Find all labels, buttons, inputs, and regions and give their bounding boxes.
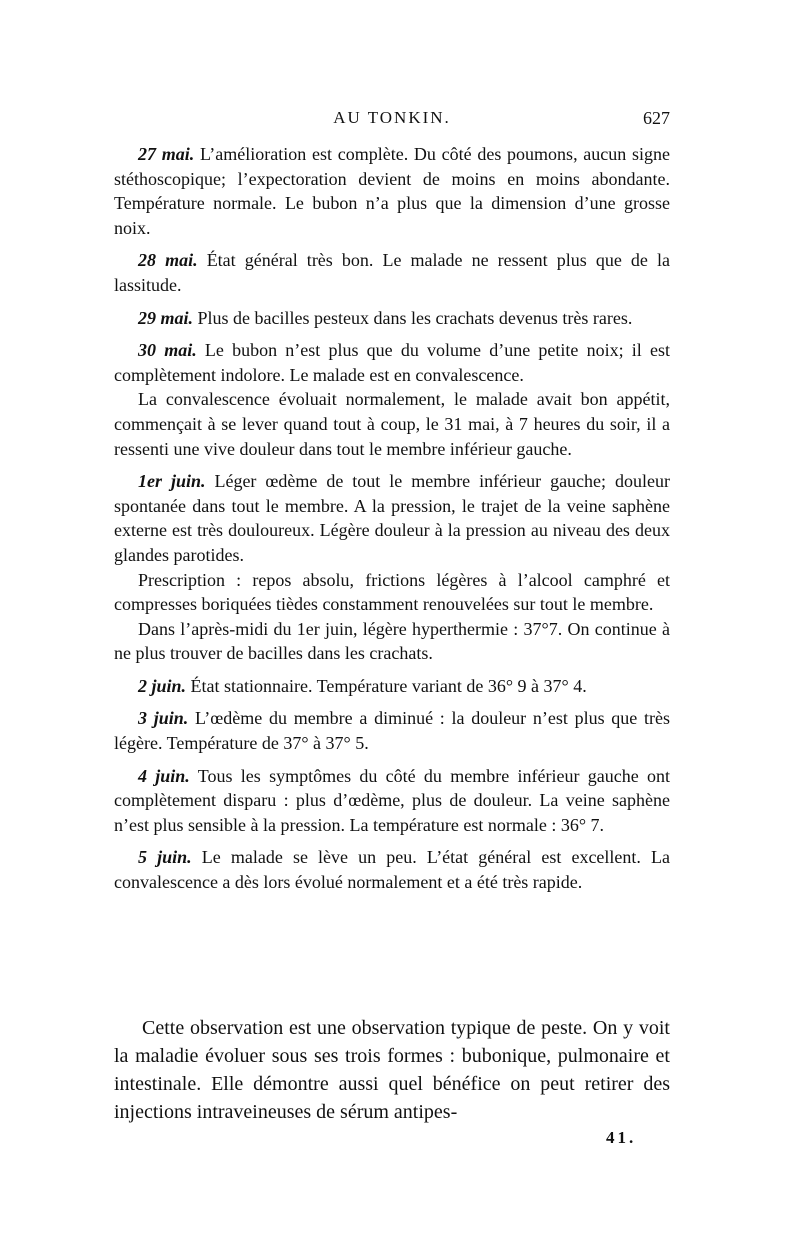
entry-date: 29 mai. [138, 307, 194, 328]
entry-text: État stationnaire. Température variant de 36° 9 à 37° 4. [190, 675, 587, 696]
entry-5-juin [114, 845, 670, 894]
entry-1er-juin [114, 469, 670, 567]
entry-2-juin [114, 674, 670, 699]
entry-prescription [114, 568, 670, 617]
running-head: AU TONKIN. [333, 108, 451, 127]
page-header [114, 108, 670, 132]
entry-convalescence [114, 387, 670, 461]
entry-text: État général très bon. Le malade ne ressent plus que de la lassitude. [114, 250, 670, 295]
entry-29-mai [114, 306, 670, 331]
signature-mark: 41. [606, 1128, 637, 1147]
summary-paragraph: Cette observation est une observation typique de peste. On y voit la maladie évoluer sous ses trois formes : bubonique, pulmonaire et intestinale. Elle démontre aussi quel bénéfice on peut retirer des injections intraveineuses de sérum antipes- [114, 1017, 670, 1123]
entry-text: Le malade se lève un peu. L’état général est excellent. La convalescence a dès lors évolué normalement et a été très rapide. [114, 847, 671, 893]
entry-3-juin [114, 706, 670, 755]
entry-text: Léger œdème de tout le membre inférieur gauche; douleur spontanée dans tout le membre. A la pression, le trajet de la veine saphène externe est très douloureux. Légère douleur à la pression au niveau des deux glandes parotides. [114, 471, 670, 565]
entry-date: 1er juin. [138, 471, 206, 492]
entry-date: 3 juin. [138, 708, 189, 729]
entry-date: 27 mai. [138, 144, 195, 164]
entry-30-mai [114, 338, 670, 387]
entry-date: 28 mai. [138, 250, 198, 271]
entry-date: 4 juin. [138, 765, 190, 786]
entry-text: La convalescence évoluait normalement, le malade avait bon appétit, commençait à se lever quand tout à coup, le 31 mai, à 7 heures du soir, il a ressenti une vive douleur dans tout le membre inférieur gauche. [114, 389, 670, 459]
entry-text: L’amélioration est complète. Du côté des poumons, aucun signe stéthoscopique; l’expectoration devient de moins en moins abondante. Température normale. Le bubon n’a plus que la dimension d’une grosse noix. [114, 144, 670, 238]
entry-text: Prescription : repos absolu, frictions légères à l’alcool camphré et compresses boriquées tièdes constamment renouvelées sur tout le membre. [114, 569, 670, 615]
entry-text: Dans l’après-midi du 1er juin, légère hyperthermie : 37°7. On continue à ne plus trouver de bacilles dans les crachats. [114, 618, 670, 664]
entry-text: Plus de bacilles pesteux dans les crachats devenus très rares. [197, 307, 633, 328]
entry-text: Le bubon n’est plus que du volume d’une petite noix; il est complètement indolore. Le malade est en convalescence. [114, 340, 670, 385]
page-number: 627 [643, 108, 670, 128]
clinical-journal [114, 142, 670, 903]
entry-4-juin [114, 764, 670, 838]
entry-text: L’œdème du membre a diminué : la douleur n’est plus que très légère. Température de 37° à 37° 5. [114, 708, 670, 754]
entry-27-mai [114, 142, 670, 240]
entry-apres-midi [114, 617, 670, 666]
entry-text: Tous les symptômes du côté du membre inférieur gauche ont complètement disparu : plus d’œdème, plus de douleur. La veine saphène n’est plus sensible à la pression. La température est normale : 36° 7. [114, 765, 670, 835]
entry-28-mai [114, 248, 670, 297]
entry-date: 30 mai. [138, 340, 197, 361]
entry-date: 5 juin. [138, 847, 192, 868]
entry-date: 2 juin. [138, 675, 187, 696]
